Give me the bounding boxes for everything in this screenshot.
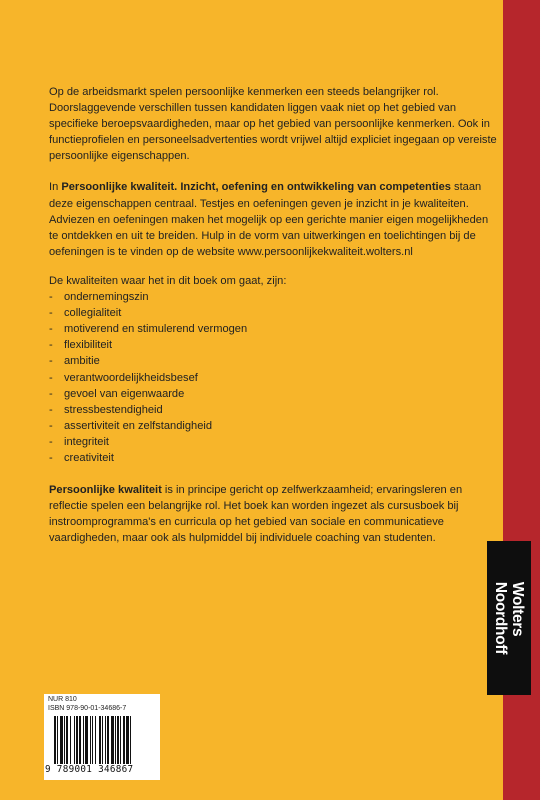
publisher-logo-text	[492, 582, 526, 654]
barcode-bar	[76, 716, 78, 764]
barcode-icon	[54, 716, 150, 764]
quality-item	[49, 434, 499, 450]
book-title-bold: Persoonlijke kwaliteit. Inzicht, oefening en ontwikkeling van competenties	[61, 181, 451, 194]
quality-label: creativiteit	[64, 451, 114, 464]
bullet-dash: -	[49, 291, 53, 304]
bullet-dash: -	[49, 339, 53, 352]
bullet-dash: -	[49, 371, 53, 384]
quality-item	[49, 337, 499, 353]
barcode-bar	[92, 716, 93, 764]
barcode-bar	[126, 716, 129, 764]
barcode-bar	[111, 716, 114, 764]
quality-label: collegialiteit	[64, 307, 122, 320]
bullet-dash: -	[49, 451, 53, 464]
nur-code: NUR 810	[48, 696, 77, 703]
qualities-intro: De kwaliteiten waar het in dit boek om gaat, zijn:	[49, 274, 287, 287]
quality-item	[49, 370, 499, 386]
quality-label: gevoel van eigenwaarde	[64, 387, 185, 400]
barcode-bar	[74, 716, 75, 764]
barcode-bar	[85, 716, 88, 764]
intro-paragraph: Op de arbeidsmarkt spelen persoonlijke kenmerken een steeds belangrijker rol. Doorslaggevende verschillen tussen kandidaten liggen vaak niet op het gebied van specifieke beroepsvaardigheden, maar op het gebied van persoonlijke kenmerken. Ook in functieprofielen en personeelsadvertenties wordt vrijwel altijd expliciet ingegaan op vereiste persoonlijke eigenschappen.	[49, 86, 497, 163]
quality-item	[49, 450, 499, 466]
bullet-dash: -	[49, 387, 53, 400]
publisher-name-line1: Wolters	[509, 581, 526, 637]
blurb-text	[49, 84, 499, 561]
quality-item	[49, 386, 499, 402]
barcode-bar	[107, 716, 109, 764]
bullet-dash: -	[49, 355, 53, 368]
isbn-code: ISBN 978-90-01-34686-7	[48, 705, 127, 712]
publisher-name-line2: Noordhoff	[492, 581, 509, 655]
barcode-bar	[66, 716, 68, 764]
qualities-list	[49, 289, 499, 466]
barcode-bar	[54, 716, 56, 764]
bullet-dash: -	[49, 403, 53, 416]
para4-body: is in principe gericht op zelfwerkzaamheid; ervaringsleren en reflectie spelen een belangrijke rol. Het boek kan worden ingezet als cursusboek bij instroomprogramma's en curricula op het gebied van sociale en communicatieve vaardigheden, maar ook als hulpmiddel bij individuele coaching van studenten.	[49, 484, 463, 545]
barcode-bar	[120, 716, 121, 764]
barcode-bar	[95, 716, 96, 764]
bullet-dash: -	[49, 323, 53, 336]
quality-label: assertiviteit en zelfstandigheid	[64, 419, 212, 432]
barcode-bar	[70, 716, 71, 764]
book-title-bold-2: Persoonlijke kwaliteit	[49, 484, 162, 497]
quality-item	[49, 305, 499, 321]
publisher-logo	[487, 541, 531, 695]
quality-label: verantwoordelijkheidsbesef	[64, 371, 198, 384]
bullet-dash: -	[49, 307, 53, 320]
quality-item	[49, 353, 499, 369]
quality-label: flexibiliteit	[64, 339, 113, 352]
description-paragraph	[49, 179, 499, 259]
closing-paragraph	[49, 482, 499, 546]
barcode-bar	[90, 716, 91, 764]
barcode-bar	[60, 716, 63, 764]
bullet-dash: -	[49, 419, 53, 432]
barcode-bar	[117, 716, 119, 764]
barcode-bar	[83, 716, 84, 764]
quality-label: ondernemingszin	[64, 291, 149, 304]
quality-label: integriteit	[64, 435, 110, 448]
barcode-bar	[79, 716, 81, 764]
barcode-bar	[99, 716, 101, 764]
quality-item	[49, 418, 499, 434]
barcode-bar	[64, 716, 65, 764]
barcode-bar	[123, 716, 125, 764]
barcode-bar	[115, 716, 116, 764]
barcode-bar	[102, 716, 103, 764]
para2-prefix: In	[49, 181, 62, 194]
quality-label: motiverend en stimulerend vermogen	[64, 323, 248, 336]
barcode-panel	[44, 694, 160, 780]
ean-number: 9 789001 346867	[45, 764, 134, 775]
barcode-bar	[130, 716, 131, 764]
quality-label: ambitie	[64, 355, 100, 368]
barcode-bar	[105, 716, 106, 764]
para2-body: staan deze eigenschappen centraal. Testjes en oefeningen geven je inzicht in je kwaliteiten. Adviezen en oefeningen maken het mogelijk op een gerichte manier eigen mogelijkheden te ontdekken en uit te breiden. Hulp in de vorm van uitwerkingen en toelichtingen bij de oefeningen is te vinden op de website www.persoonlijkekwaliteit.wolters.nl	[49, 181, 489, 258]
bullet-dash: -	[49, 435, 53, 448]
quality-item	[49, 321, 499, 337]
barcode-bar	[57, 716, 58, 764]
quality-item	[49, 289, 499, 305]
qualities-section	[49, 273, 499, 466]
quality-item	[49, 402, 499, 418]
quality-label: stressbestendigheid	[64, 403, 163, 416]
